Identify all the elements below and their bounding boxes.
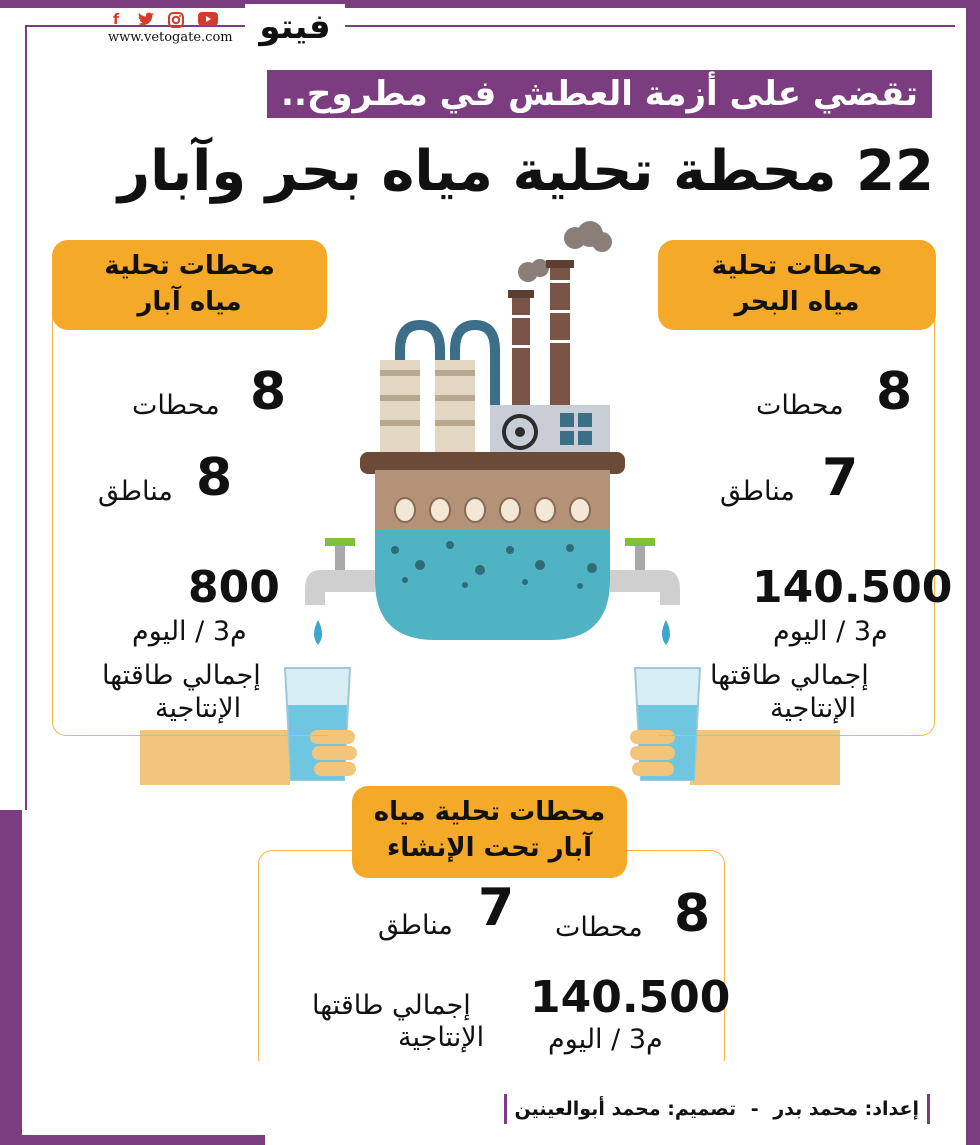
page-title: 22 محطة تحلية مياه بحر وآبار: [117, 139, 934, 204]
wells-areas-count: 8: [196, 448, 233, 508]
instagram-icon[interactable]: [168, 12, 184, 28]
sea-panel-label: محطات تحلية مياه البحر: [658, 240, 936, 330]
construction-capacity: 140.500: [530, 972, 731, 1023]
credits-design: تصميم: محمد أبوالعينين: [514, 1098, 737, 1120]
sea-stations-label: محطات: [756, 390, 844, 421]
wells-stations-label: محطات: [132, 390, 220, 421]
wells-areas-label: مناطق: [98, 476, 173, 507]
sea-areas-count: 7: [822, 448, 859, 508]
wells-capacity: 800: [188, 562, 280, 613]
sea-capacity: 140.500: [752, 562, 953, 613]
construction-stations-label: محطات: [555, 912, 643, 943]
sea-areas-label: مناطق: [720, 476, 795, 507]
construction-stations-count: 8: [674, 884, 711, 944]
wells-unit: م3 / اليوم: [132, 616, 247, 647]
construction-capacity-label-2: الإنتاجية: [398, 1022, 485, 1053]
wells-stations-count: 8: [250, 362, 287, 422]
construction-areas-count: 7: [478, 878, 515, 938]
frame-left-bar: [0, 810, 22, 1145]
credits: [504, 1094, 930, 1124]
wells-panel-label: محطات تحلية مياه آبار: [52, 240, 327, 330]
construction-areas-label: مناطق: [378, 910, 453, 941]
construction-unit: م3 / اليوم: [548, 1024, 663, 1055]
construction-panel-label: محطات تحلية مياه آبار تحت الإنشاء: [352, 786, 627, 878]
wells-capacity-label-1: إجمالي طاقتها: [102, 660, 261, 691]
sea-stations-count: 8: [876, 362, 913, 422]
frame-top-bar: [0, 0, 980, 8]
credits-prepared: إعداد: محمد بدر: [773, 1098, 919, 1120]
veto-logo[interactable]: فيتو: [245, 4, 345, 50]
subtitle-banner: تقضي على أزمة العطش في مطروح..: [267, 70, 932, 118]
frame-left-line: [25, 25, 27, 810]
sea-capacity-label-1: إجمالي طاقتها: [710, 660, 869, 691]
twitter-icon[interactable]: [138, 12, 154, 28]
sea-capacity-label-2: الإنتاجية: [770, 693, 857, 724]
frame-right-bar: [966, 0, 980, 1145]
wells-capacity-label-2: الإنتاجية: [155, 693, 242, 724]
construction-capacity-label-1: إجمالي طاقتها: [312, 990, 471, 1021]
frame-bottom-bar: [0, 1135, 265, 1145]
sea-unit: م3 / اليوم: [773, 616, 888, 647]
facebook-icon[interactable]: f: [112, 12, 120, 28]
site-url[interactable]: www.vetogate.com: [108, 30, 233, 45]
credits-separator: -: [750, 1098, 759, 1120]
youtube-icon[interactable]: [198, 12, 214, 28]
social-icons: [108, 12, 214, 28]
